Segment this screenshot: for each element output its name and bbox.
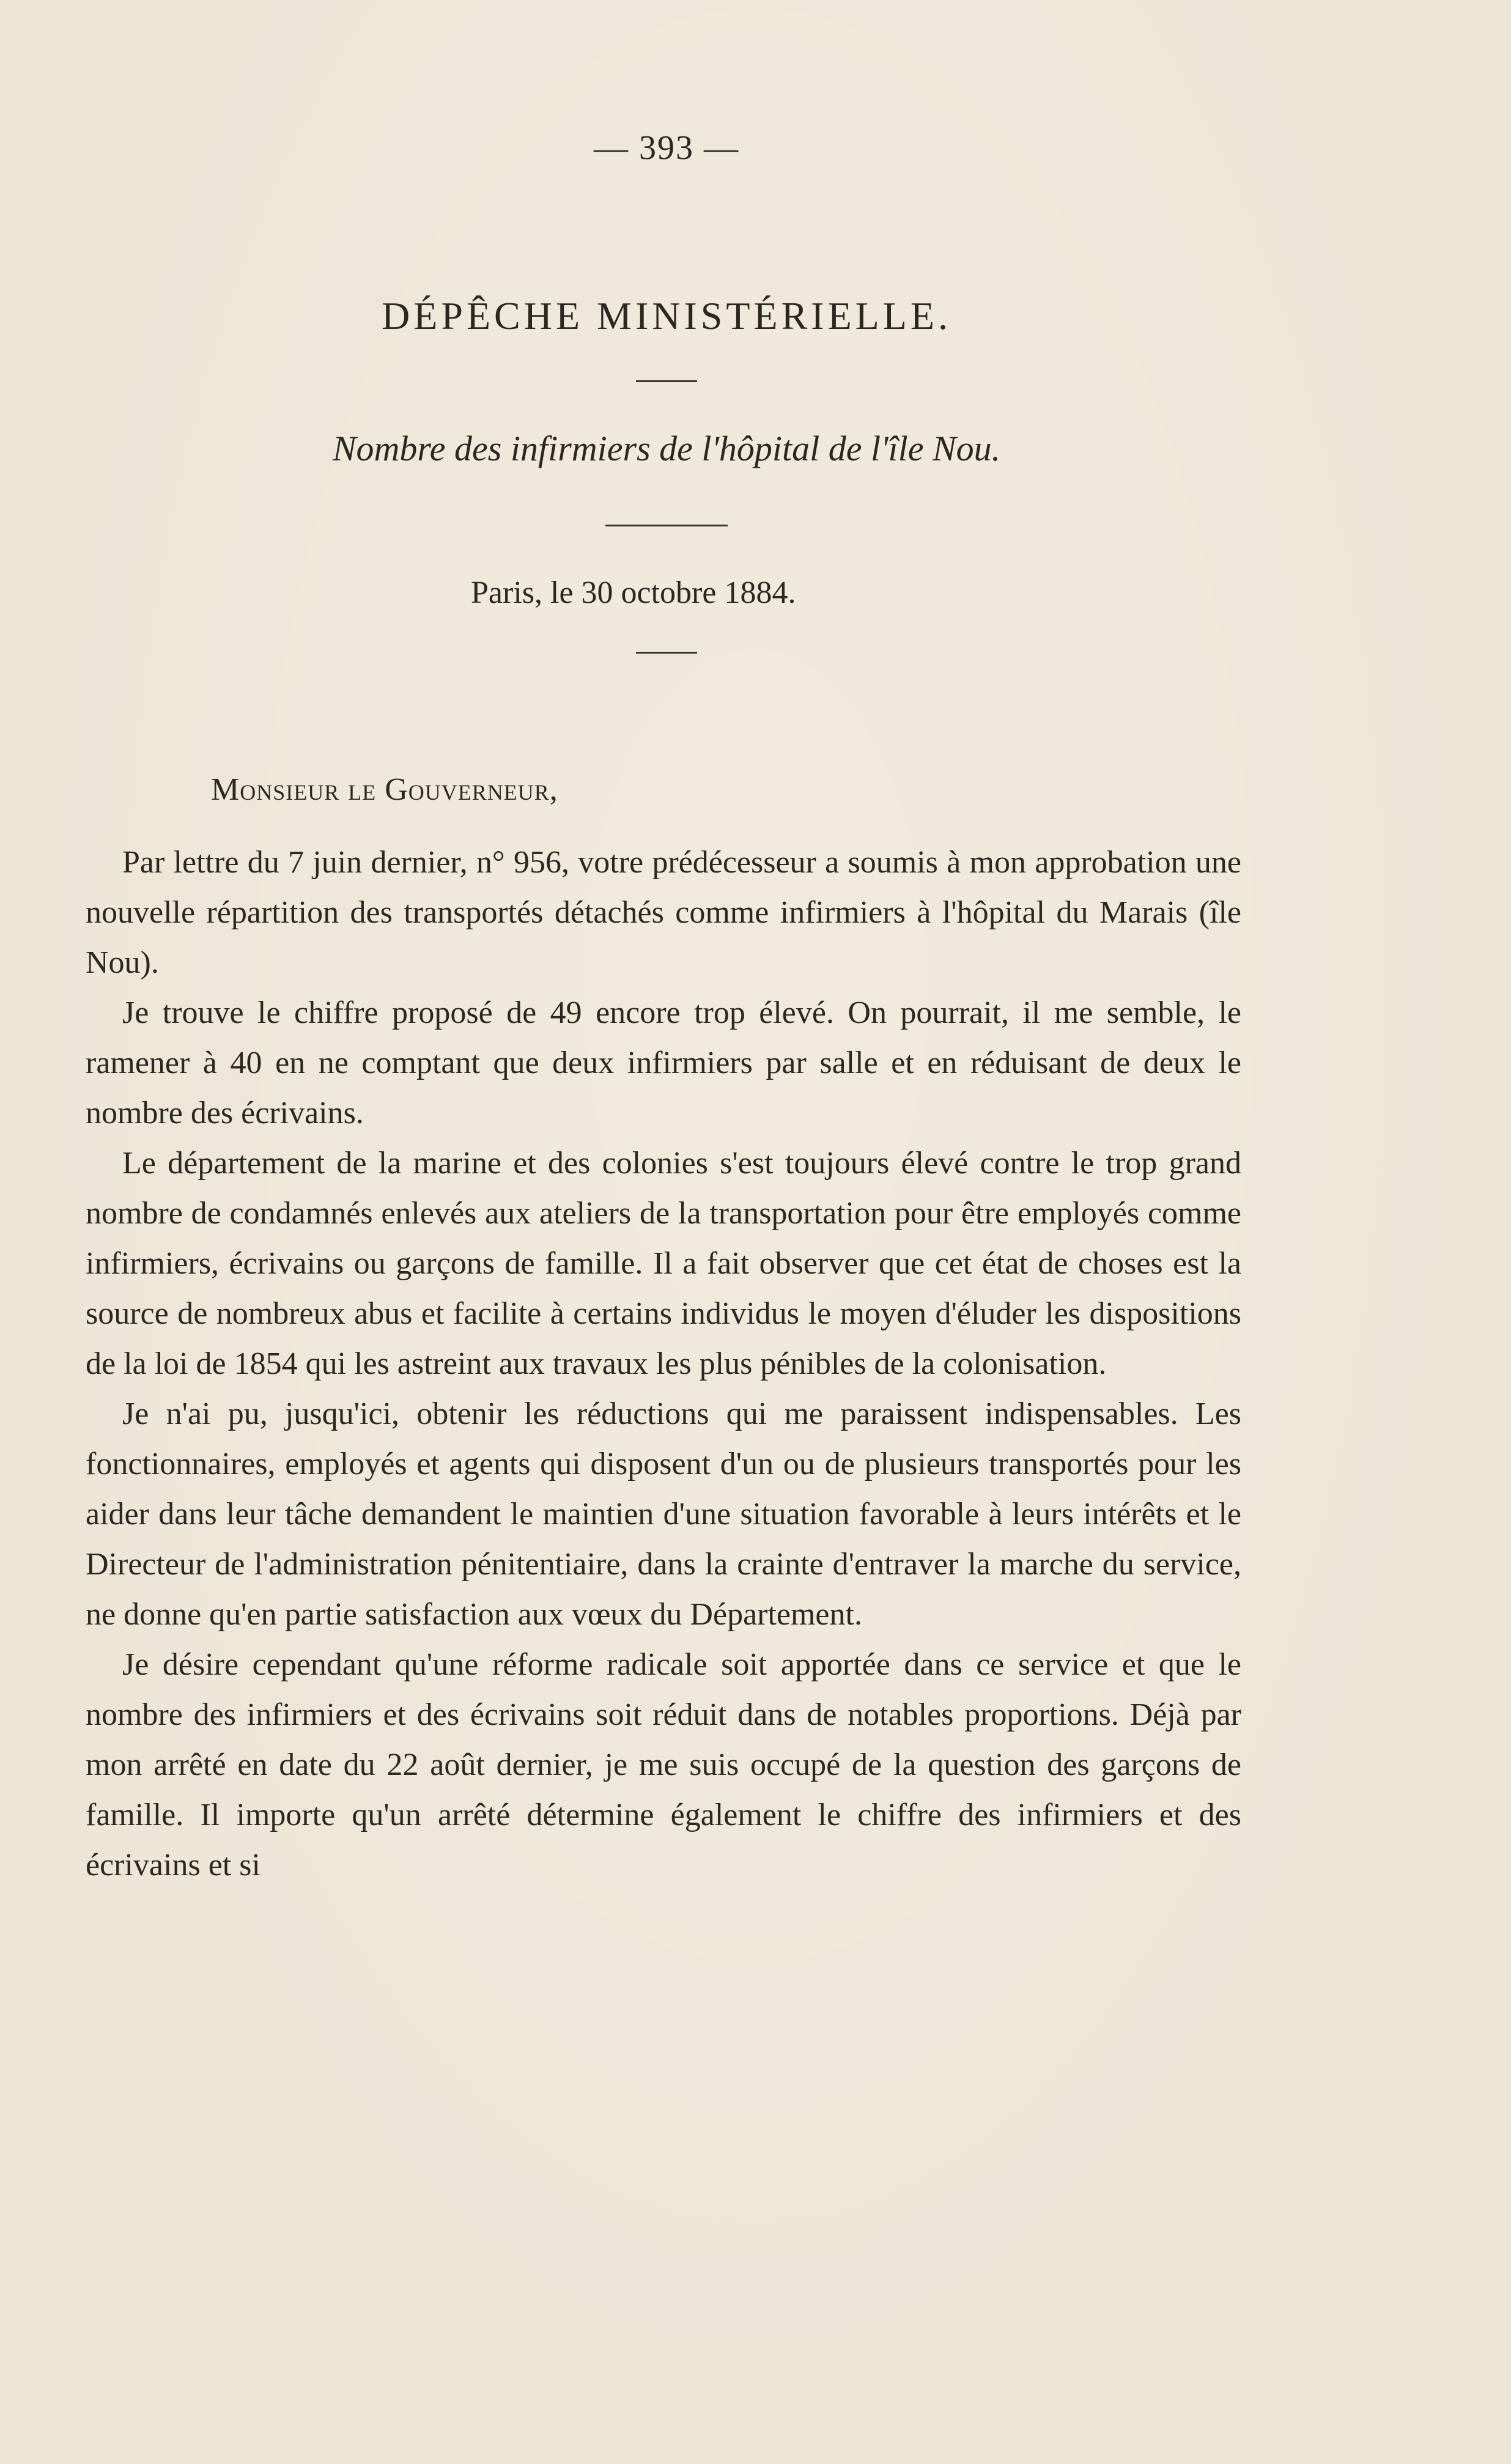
dateline: Paris, le 30 octobre 1884. <box>471 575 796 610</box>
separator-rule <box>605 525 728 526</box>
paragraph: Je n'ai pu, jusqu'ici, obtenir les réductions qui me paraissent indispensables. Les fonctionnaires, employés et agents qui disposent d'un ou de plusieurs transportés pour les aider dans leur tâche demandent le maintien d'une situation favorable à leurs intérêts et le Directeur de l'administration pénitentiaire, dans la crainte d'entraver la marche du service, ne donne qu'en partie satisfaction aux vœux du Département. <box>86 1396 1241 1632</box>
paragraph: Je trouve le chiffre proposé de 49 encore trop élevé. On pourrait, il me semble, le ramener à 40 en ne comptant que deux infirmiers par salle et en réduisant de deux le nombre des écrivains. <box>86 995 1241 1131</box>
paragraph: Je désire cependant qu'une réforme radicale soit apportée dans ce service et que le nombre des infirmiers et des écrivains soit réduit dans de notables proportions. Déjà par mon arrêté en date du 22 août dernier, je me suis occupé de la question des garçons de famille. Il importe qu'un arrêté détermine également le chiffre des infirmiers et des écrivains et si <box>86 1647 1241 1883</box>
separator-rule <box>636 380 697 382</box>
separator-rule <box>636 652 697 654</box>
paragraph: Le département de la marine et des colonies s'est toujours élevé contre le trop grand nombre de condamnés enlevés aux ateliers de la transportation pour être employés comme infirmiers, écrivains ou garçons de famille. Il a fait observer que cet état de choses est la source de nombreux abus et facilite à certains individus le moyen d'éluder les dispositions de la loi de 1854 qui les astreint aux travaux les plus pénibles de la colonisation. <box>86 1146 1241 1381</box>
paragraph: Par lettre du 7 juin dernier, n° 956, votre prédécesseur a soumis à mon approbation une nouvelle répartition des transportés détachés comme infirmiers à l'hôpital du Marais (île Nou). <box>86 845 1241 980</box>
document-title: DÉPÊCHE MINISTÉRIELLE. <box>382 294 951 338</box>
document-subtitle: Nombre des infirmiers de l'hôpital de l'île Nou. <box>332 429 1001 468</box>
letter-body <box>86 838 1241 1890</box>
salutation: Monsieur le Gouverneur, <box>211 772 558 807</box>
page-number: — 393 — <box>594 129 739 167</box>
